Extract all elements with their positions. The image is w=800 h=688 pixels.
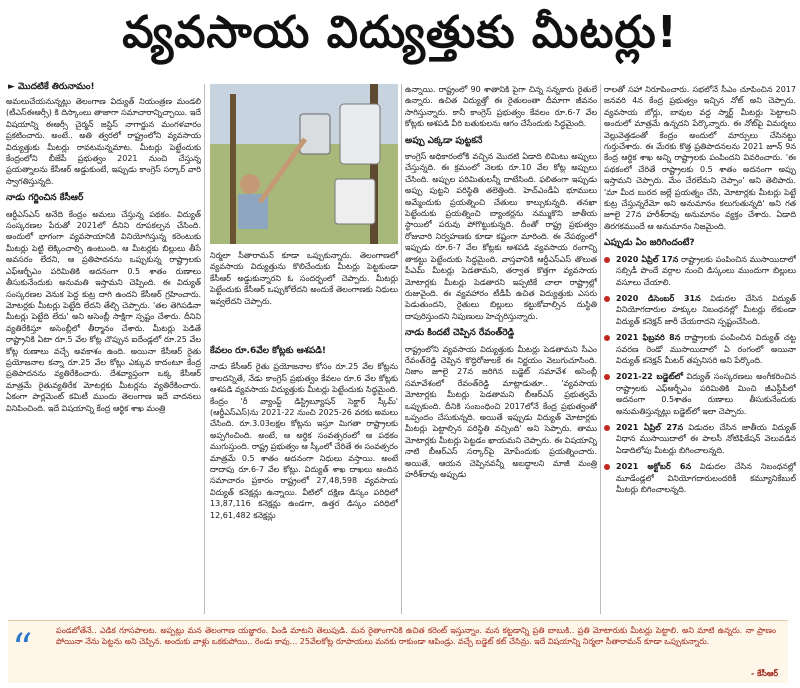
paragraph: నాడు కేసీఆర్ రైతు ప్రయోజనాల కోసం రూ.25 వేల కోట్లను కాలదన్నితే, నేడు కాంగ్రెస్ ప్రభుత్వం కేవలం రూ.6 వేల కోట్లకు ఆశపడి వ్యవసాయ విద్యుత్తుకు మీటర్లు పెట్టేందుకు సిద్ధమైంది. కేంద్రం 'రీ వ్యాంప్డ్ డిస్ట్రిబ్యూషన్ సెక్టార్ స్కీమ్' (ఆర్డీఎస్ఎస్)ను 2021-22 నుంచి 2025-26 వరకు అమలు చేసింది. రూ.3.03లక్షల కోట్లను ఇస్తూ మిగతా రాష్ట్రాలకు అప్పగించింది. అంటే, ఆ అర్థిక సంవత్సరంలో ఆ పథకం ముగుస్తుంది. రాష్ట్ర ప్రభుత్వం ఆ స్కీంలో చేరితే ఈ సంవత్సరం మాత్రమే 0.5 శాతం అదనంగా నిధులు వస్తాయి. అంటే దాదాపు రూ.6-7 వేల కోట్లు. విద్యుత్ శాఖ దాఖలు అందిన సమాచారం ప్రకారం రాష్ట్రంలో 27,48,598 వ్యవసాయ విద్యుత్ కనెక్షన్లు ఉన్నాయి. వీటిలో దక్షిణ డిస్కం పరిధిలో 13,87,116 కనెక్షన్లు ఉండగా, ఉత్తర డిస్కం పరిధిలో 12,61,482 కనెక్షన్లు — [210, 362, 398, 520]
news-photo — [210, 84, 398, 244]
timeline-date: 2021 ఏప్రిల్ 27న — [616, 422, 684, 432]
timeline-text: రాష్ట్రాలకు పంపించిన ముసాయిదాలో సబ్సిడీ పొందే వర్గాల నుంచి డిస్కంలు ముందుగా బిల్లులు వసూలు చేయాలి. — [616, 254, 796, 287]
timeline-text: విద్యుత్ సంస్కరణలు అంగీకరించిన రాష్ట్రాలకు ఎఫ్ఆర్బీఎం పరిమితికి మించి జీఎస్డీపీలో అదనంగా 0.5శాతం రుణాలు తీసుకునేందుకు అనుమతిస్తున్నట్లు బడ్జెట్‌లో ఇలా చెప్పారు. — [616, 372, 796, 416]
timeline-date: 2021-22 బడ్జెట్‌లో — [616, 372, 683, 382]
subheading: నాడు కిందటే చెప్పిన రేవంత్‌రెడ్డి — [405, 328, 515, 339]
list-item — [604, 293, 796, 327]
subheading: నాడు గర్జించిన కేసీఆర్ — [6, 193, 84, 204]
timeline-list — [604, 254, 796, 496]
column-divider — [401, 84, 402, 614]
column-2 — [210, 340, 398, 618]
paragraph: రాలతో సహా నిరూపించారు. సభలోనే సీఎం చూపించిన 2017 జనవరి 4న కేంద్ర ప్రభుత్వం ఇచ్చిన నోట్ అని చెప్పారు. వ్యవసాయ బోర్లు, బావుల వద్ద స్మార్ట్ మీటర్లు పెట్టాలని అందులో మాత్రమే ఉన్నదని పేర్కొన్నారు. ఈ నోట్‌పై విమర్శలు వెల్లువెత్తడంతో కేంద్రం అందులో మార్పులు చేసినట్టు గుర్తుచేశారు. ఈ మేరకు కొత్త ప్రతిపాదనలను 2021 జూన్ 9న కేంద్ర ఆర్థిక శాఖ అన్ని రాష్ట్రాలకు పంపిందని వివరించారు. 'ఈ పథకంలో చేరితే రాష్ట్రాలకు 0.5 శాతం అదనంగా అప్పు ఇస్తామని చెప్పారు. మేం చేరలేమని చెప్పాం' అని తెలిపారు. 'మా మీద బురద జల్లే ప్రయత్నం చేసి, మోటార్లకు మీటర్లు పెట్టే కుట్ర చేస్తున్నరేమో అని అనుమానం కలుగుతున్నది' అని గత జూలై 27న హరీశ్‌రావు అనుమానం వ్యక్తం చేశారు. ఏడాది తిరగకముందే ఆ అనుమానం నిజమైంది. — [604, 85, 796, 231]
bullet-icon — [604, 374, 610, 380]
list-item — [604, 254, 796, 288]
timeline-text: విడుదల చేసిన జాతీయ విద్యుత్ విధాన ముసాయిదాలో ఈ పాలసీ నోటిఫికేషన్ వెలువడిన ఏడాదిలోపు మీటర్లు బిగించాలన్నది. — [616, 422, 796, 455]
subheading: అప్పు ఎక్కడా పుట్టకనే — [405, 135, 483, 146]
timeline-date: 2020 ఏప్రిల్ 17న — [616, 254, 679, 264]
column-divider — [204, 84, 205, 614]
quote-icon: “ — [12, 626, 33, 672]
timeline-date: 2021 అక్టోబర్ 6న — [616, 462, 692, 472]
paragraph: కాంగ్రెస్ అధికారంలోకి వచ్చిన మొదటి ఏడాది లిమిటు అప్పులు చేస్తున్నది. ఈ క్రమంలో నెలకు రూ.10 వేల కోట్ల అప్పులు చేసింది. అప్పుల పరిమితులన్నీ దాటేసింది. ఫలితంగా ఇప్పుడు అప్పు పుట్టని పరిస్థితి తలెత్తింది. హెచ్ఎండీఏ భూములు అమ్మేందుకు ప్రయత్నించి చేతులు కాల్చుకున్నది. తనఖా పెట్టేందుకు ప్రయత్నించి బ్యాంకర్లను నమ్ముకొని జాతీయ స్థాయిలో పరువు పోగొట్టుకున్నది. దీంతో రాష్ట్ర ప్రభుత్వం రోజువారి నిర్వహణకు కూడా కష్టంగా మారింది. ఈ నేపథ్యంలో ఇప్పుడు రూ.6-7 వేల కోట్లకు ఆశపడి వ్యవసాయ రంగాన్ని తాకట్టు పెట్టేందుకు సిద్ధమైంది. వాస్తవానికి ఆర్డీఎస్ఎస్ తొలుత పీఎమ్ మీటర్లు పెడతామని, తర్వాత కొత్తగా వ్యవసాయ మోటార్లకు మీటర్లు పెడతారని ఇప్పటికే చాలా రాష్ట్రాల్లో రుజువైంది. ఈ వ్యవహారం టీడీపీ ఉచిత విద్యుత్తుకు ఎసరు పెడుతుందని, రైతులు బిల్లులు కట్టుకోవాల్సిన దుస్థితి దాపురిస్తుందని నిపుణులు హెచ్చరిస్తున్నారు. — [405, 152, 597, 321]
timeline-text: రాష్ట్రాలకు పంపించిన విద్యుత్ చట్ట సవరణ రెండో ముసాయిదాలో ఏ రంగంలో అయినా విద్యుత్ కనెక్షన్ మీటర్ తప్పనిసరి అని పేర్కొంది. — [616, 333, 796, 365]
bullet-icon — [604, 425, 610, 431]
bullet-icon — [604, 335, 610, 341]
column-divider — [600, 84, 601, 614]
paragraph: ఆర్డీఎస్ఎస్ అనేది కేంద్రం అమలు చేస్తున్న పథకం. విద్యుత్ సంస్కరణల పేరుతో 2021లో దీనిని రూపకల్పన చేసింది. అందులో భాగంగా వ్యవసాయానికి వినియోగిస్తున్న కరెంటుకు మీటర్లు పెట్టి లెక్కించాల్సి ఉంటుంది. ఆ మీటర్లకు బిల్లులు తీసే అవసరం లేదని, ఆ ప్రతిపాదనను ఒప్పుకున్న రాష్ట్రాలకు ఎఫ్ఆర్బీఎం పరిమితికి అదనంగా 0.5 శాతం రుణాలు తీసుకునేందుకు అనుమతి ఇస్తామని చెప్పింది. ఈ విద్యుత్ సంస్కరణల వెనుక పెద్ద కుట్ర దాగి ఉందని కేసీఆర్ గ్రహించారు. మోటర్లకు మీటర్లు పెట్టేది లేదని తేల్చి చెప్పారు. 'తల తెగిపడినా మీటర్లు పెట్టేది లేదు' అని అసెంబ్లీ సాక్షిగా స్పష్టం చేశారు. దీనిని వ్యతిరేకిస్తూ అసెంబ్లీలో తీర్మానం చేశారు. మీటర్లు పెడితే రాష్ట్రానికి ఏటా రూ.5 వేల కోట్ల చొప్పున ఐదేండ్లలో రూ.25 వేల కోట్ల రుణాలు వచ్చే అవకాశం ఉంది. అయినా కేసీఆర్ రైతు ప్రయోజనాల కన్నా రూ.25 వేల కోట్లు ఎక్కువ కాదంటూ కేంద్ర ప్రతిపాదనను వ్యతిరేకించారు. దేశవ్యాప్తంగా ఒక్క కేసీఆర్ మాత్రమే రైతువ్యతిరేక మోటర్లకు మీటర్లను వ్యతిరేకించారు. ఏకంగా పార్లమెంట్ కమిటీ ముందు తెలంగాణ ఇదే వాదనలు వినిపించింది. ఇదే విషయాన్ని కేంద్ర ఆర్థిక శాఖ మంత్రి — [6, 209, 201, 413]
column-4 — [604, 84, 796, 664]
pull-quote — [8, 620, 788, 683]
subheading: కేవలం రూ.6వేల కోట్లకు ఆశపడి! — [210, 346, 326, 356]
list-item — [604, 332, 796, 366]
quote-text: పండబోతేనే.. ఎడిక గూసపాలట. అప్పట్లు మన తెలంగాణ యజ్జారం. పిండి మాటని తెలుపుడి. మన రైతాంగానికి ఉచిత కరెంట్ ఇస్తున్నాం. మన కట్టడాన్ని ప్రతి బాబుకి.. ప్రతి మోటారుకు మీటర్లు పెట్టాలి. అని మాటి ఉన్నరు. నా ప్రాణం పోయినా నేను పెట్టను అని చెప్పిన. అందుకు వాళ్లు ఒకకుపోయి.. రెండు కావు... 25వేలకోట్ల రూపాయలు మనకు రాకుండా ఆపిండ్రు. వచ్చే బడ్జెట్ కట్ చేసిన్రు. ఇదే విషయాన్ని నిర్మలా సీతారామన్ కూడా ఒప్పుకున్నారు. — [56, 626, 776, 647]
byline: ► మొదటికే తిరునామం! — [8, 82, 95, 92]
paragraph: ఉన్నాయి. రాష్ట్రంలో 90 శాతానికి పైగా చిన్న సన్నకారు రైతులే ఉన్నారు. ఉచిత విద్యుత్తో ఈ రైతులంతా దీమాగా జీవనం సాగిస్తున్నారు. కానీ కాంగ్రెస్ ప్రభుత్వం కేవలం రూ.6-7 వేల కోట్లకు ఆశపడి వీరి బతుకులను ఆగం చేసేందుకు సిద్ధమైంది. — [405, 85, 597, 129]
column-1 — [6, 96, 201, 616]
farmer-meter-photo-icon — [210, 84, 398, 244]
list-item — [604, 461, 796, 495]
bullet-icon — [604, 464, 610, 470]
column-3 — [405, 84, 597, 664]
paragraph: రాష్ట్రంలోని వ్యవసాయ విద్యుత్తుకు మీటర్లు పెడతామని సీఎం రేవంత్‌రెడ్డి చెప్పిన కొద్దిరోజులకే ఈ నిర్ణయం వెలుగుచూసింది. నిజాం జూలై 27న జరిగిన బడ్జెట్ సమావేశ అసెంబ్లీ సమావేశంలో రేవంత్‌రెడ్డి మాట్లాడుతూ.. 'వ్యవసాయ మోటార్లకు మీటర్లు పెడతామని బీఆర్ఎస్ ప్రభుత్వమే ఒప్పుకుంది. దీనికి సంబంధించి 2017లోనే కేంద్ర ప్రభుత్వంతో ఒప్పందం చేసుకున్నది. అయితే ఇప్పుడు విద్యుత్ మోటార్లకు మీటర్లు పెట్టాల్సిన పరిస్థితి వచ్చింది' అని సెప్పారు. తాము మోటార్లకు మీటర్లు పెట్టడం ఖాయమని చెప్పారు. ఈ విషయాన్ని నాటి బీఆర్ఎస్ సర్కార్‌పై మోపేందుకు ప్రయత్నించారు. అయితే, ఆయన చెప్పినవన్నీ అబద్ధాలని మాజీ మంత్రి హరీశ్‌రావు అప్పుడు — [405, 344, 597, 479]
quote-attribution: - కేసీఆర్ — [750, 669, 778, 678]
timeline-text: విడుదల చేసిన నిబంధనల్లో మూడేండ్లలో వినియోగదారులందరికీ కమ్యూనికేబుల్ మీటర్లు బిగించాలన్నది. — [616, 462, 796, 494]
timeline-date: 2020 డిసెంబర్ 31న — [616, 293, 701, 303]
subheading: ఎప్పుడు ఏం జరిగిందంటే? — [604, 238, 695, 249]
photo-caption: నిర్మలా సీతారామన్ కూడా ఒప్పుకున్నారు. తెలంగాణలో వ్యవసాయ విద్యుత్తును కొలిచేందుకు మీటర్లు పెట్టకుండా కేసీఆర్ అడ్డుకున్నారని ఓ సందర్భంలో చెప్పారు. మీటర్లు పెట్టేందుకు కేసీఆర్ ఒప్పుకోలేదని అందుకే తెలంగాణకు నిధులు ఇవ్వలేదని చెప్పారు. — [210, 251, 398, 306]
headline: వ్యవసాయ విద్యుత్తుకు మీటర్లు! — [122, 7, 678, 58]
timeline-date: 2021 ఫిబ్రవరి 8న — [616, 333, 681, 343]
timeline-text: విడుదల చేసిన విద్యుత్ వినియోగదారుల హక్కుల నిబంధనల్లో మీటర్లు లేకుండా విద్యుత్ కనెక్షన్ జారీ చేయరాదని స్పష్టంచేసింది. — [616, 293, 796, 326]
bullet-icon — [604, 257, 610, 263]
list-item — [604, 422, 796, 456]
bullet-icon — [604, 296, 610, 302]
paragraph: అమలుచేయనున్నట్లు తెలంగాణ విద్యుత్ నియంత్రణ మండలి (టీఎస్ఈఆర్సీ) కి దిస్కాంలు తాజాగా సమాచారాన్నిచ్చాయి. ఇదే విషయాన్ని ఈఆర్సీ చైర్మన్ జస్టిస్ నాగార్జున మంగళవారం ప్రకటించారు. అంటే.. అతి త్వరలో రాష్ట్రంలోని వ్యవసాయ విద్యుత్తుకు మీటర్లు రావటమన్నమాట. మీటర్లు పెట్టేందుకు కేంద్రంలోని బీజేపీ ప్రభుత్వం 2021 నుంచి చేస్తున్న ప్రయత్నాలను కేసీఆర్ అడ్డుకుంటే, ఇప్పుడు కాంగ్రెస్ సర్కార్ వారి స్వాగతిస్తున్నది. — [6, 97, 201, 186]
list-item — [604, 371, 796, 417]
